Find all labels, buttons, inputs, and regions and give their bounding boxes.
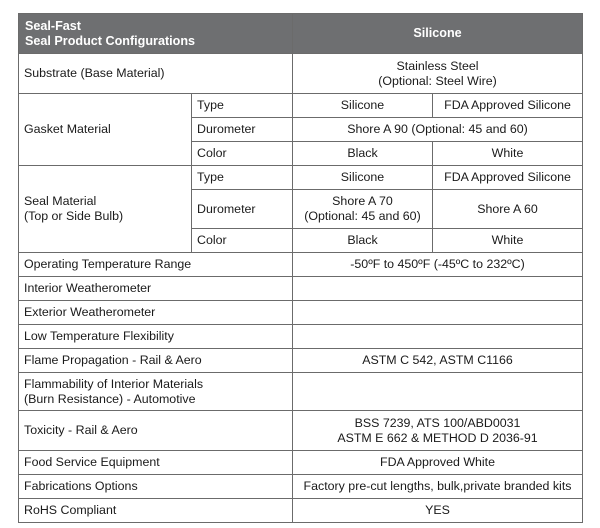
row-label: Food Service Equipment [19, 451, 293, 475]
row-value: -50ºF to 450ºF (-45ºC to 232ºC) [293, 253, 583, 277]
row-label-gasket: Gasket Material [19, 94, 192, 166]
row-value: ASTM C 542, ASTM C1166 [293, 349, 583, 373]
title-line-2: Seal Product Configurations [25, 33, 196, 48]
cell-value [293, 190, 433, 229]
row-value [293, 325, 583, 349]
sub-label: Color [192, 142, 293, 166]
table-row-rohs [19, 499, 583, 523]
row-label: Exterior Weatherometer [19, 301, 293, 325]
table-row-flammability [19, 373, 583, 411]
cell-value: Silicone [293, 94, 433, 118]
row-value: YES [293, 499, 583, 523]
row-label: Operating Temperature Range [19, 253, 293, 277]
label-line-2: (Top or Side Bulb) [24, 209, 124, 223]
sub-label: Type [192, 166, 293, 190]
sub-label: Durometer [192, 190, 293, 229]
table-row-seal-type [19, 166, 583, 190]
cell-value: Silicone [293, 166, 433, 190]
title-line-1: Seal-Fast [25, 18, 81, 33]
label-line-1: Flammability of Interior Materials [24, 376, 204, 391]
cell-value: FDA Approved Silicone [433, 94, 583, 118]
cell-value: Shore A 60 [433, 190, 583, 229]
row-label: Flame Propagation - Rail & Aero [19, 349, 293, 373]
seal-configuration-table [18, 13, 583, 523]
table-row-fabrications [19, 475, 583, 499]
row-label: Interior Weatherometer [19, 277, 293, 301]
row-label: Fabrications Options [19, 475, 293, 499]
value-line-2: (Optional: Steel Wire) [378, 73, 497, 88]
cell-value: White [433, 229, 583, 253]
table-row-exterior-weatherometer [19, 301, 583, 325]
table-row-operating-temp [19, 253, 583, 277]
cell-value: Shore A 90 (Optional: 45 and 60) [293, 118, 583, 142]
label-line-2: (Burn Resistance) - Automotive [24, 391, 196, 406]
column-header-silicone: Silicone [293, 14, 583, 54]
sub-label: Color [192, 229, 293, 253]
table-row-toxicity [19, 411, 583, 451]
row-value [293, 373, 583, 411]
table-title [19, 14, 293, 54]
value-line-1: BSS 7239, ATS 100/ABD0031 [354, 415, 521, 430]
row-label: Substrate (Base Material) [19, 54, 293, 94]
row-value [293, 54, 583, 94]
row-value [293, 301, 583, 325]
row-value [293, 277, 583, 301]
label-line-1: Seal Material [24, 194, 97, 208]
table-row-substrate [19, 54, 583, 94]
value-line-1: Shore A 70 [332, 194, 393, 208]
row-label [19, 373, 293, 411]
table-row-low-temp-flexibility [19, 325, 583, 349]
row-label: Low Temperature Flexibility [19, 325, 293, 349]
table-row-gasket-type [19, 94, 583, 118]
sub-label: Durometer [192, 118, 293, 142]
cell-value: White [433, 142, 583, 166]
row-label: RoHS Compliant [19, 499, 293, 523]
row-value: FDA Approved White [293, 451, 583, 475]
header-row [19, 14, 583, 54]
cell-value: Black [293, 229, 433, 253]
sub-label: Type [192, 94, 293, 118]
table-row-interior-weatherometer [19, 277, 583, 301]
cell-value: FDA Approved Silicone [433, 166, 583, 190]
table-row-food-service [19, 451, 583, 475]
row-value [293, 411, 583, 451]
table-row-flame-propagation [19, 349, 583, 373]
row-value: Factory pre-cut lengths, bulk,private branded kits [293, 475, 583, 499]
value-line-2: (Optional: 45 and 60) [304, 209, 421, 223]
value-line-2: ASTM E 662 & METHOD D 2036-91 [337, 430, 538, 445]
value-line-1: Stainless Steel [396, 58, 479, 73]
row-label: Toxicity - Rail & Aero [19, 411, 293, 451]
spec-table-container [18, 13, 583, 523]
cell-value: Black [293, 142, 433, 166]
row-label-seal [19, 166, 192, 253]
